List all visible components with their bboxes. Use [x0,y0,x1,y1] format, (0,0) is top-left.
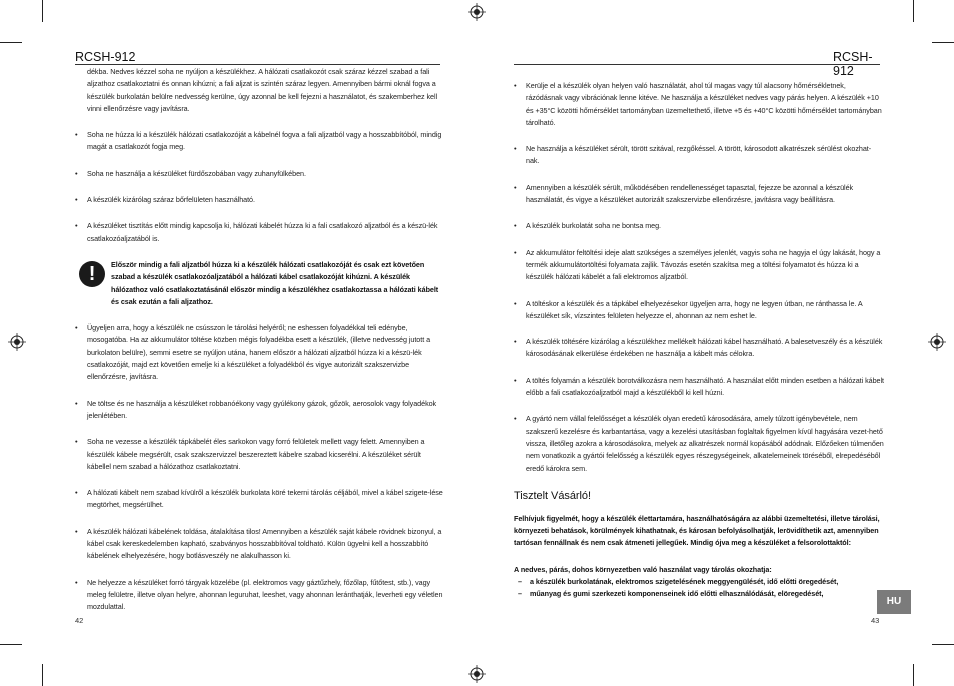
model-title: RCSH-912 [75,50,136,64]
list-item: • Ne helyezze a készüléket forró tárgyak közelébe (pl. elektromos vagy gáztűzhely, főzőlap, fűtőtest, stb.), vagy meleg felületre, illetve olyan helyre, ahonnan leguruhat, leeshet, vagy ahonnan leránthatják, leverheti egy véletlen mozdulattal. [75,577,443,614]
section-title: Tisztelt Vásárló! [514,489,591,502]
warning-text: Először mindig a fali aljzatból húzza ki a készülék hálózati csatlakozóját és csak ezt követően szabad a készülék csatlakozóaljzatából a hálózati kábel csatlakozóját kihúzni. A készülék hálózathoz való csatlakoztatásánál először mindig a készülékhez csatlakoztassa a hálózati kábelt és csak ezután a fali aljzathoz. [111,259,439,306]
exclamation-icon: ! [79,261,105,287]
list-item: • Soha ne vezesse a készülék tápkábelét éles sarkokon vagy forró felületek mellett vagy felett. Amennyiben a készülék kábele megsérült, csak szakszervizzel beszereztett kábelre szabad kicserélni. A készüléket sérült kábellel nem szabad a hálózathoz csatlakoztatni. [75,436,443,473]
list-item: • A készülék burkolatát soha ne bontsa meg. [514,220,884,232]
warning-block [75,259,443,308]
page-number: 43 [871,616,880,625]
dash-item: – a készülék burkolatának, elektromos szigetelésének meggyengülését, idő előtti öregedését, [514,576,884,588]
humid-heading: A nedves, párás, dohos környezetben való használat vagy tárolás okozhatja: [514,564,772,574]
page-number: 42 [75,616,84,625]
right-content [514,80,884,601]
list-item: • A töltés folyamán a készülék borotválkozásra nem használható. A használat előtt minden esetben a hálózati kábelt előbb a fali csatlakozóaljzatból majd a készülékből ki kell húzni. [514,375,884,400]
list-item: • Az akkumulátor feltöltési ideje alatt szükséges a személyes jelenlét, vagyis soha ne hagyja el úgy lakását, hogy a termék akkumulátortöltési folyamata zajlik. Távozás esetén szakítsa meg a töltési folyamatot és húzza ki a készülék hálózati kábelét a fali elektromos aljzatból. [514,247,884,284]
list-item: • Ne használja a készüléket sérült, törött szitával, rezgőkéssel. A törött, károsodott alkatrészek sérülést okozhat-nak. [514,143,884,168]
list-item: • Soha ne használja a készüléket fürdőszobában vagy zuhanyfülkében. [75,168,443,180]
model-title: RCSH-912 [833,50,873,78]
list-item: • Ne töltse és ne használja a készüléket robbanóékony vagy gyúlékony gázok, gőzök, aerosolok vagy folyadékok jelenlétében. [75,398,443,423]
list-item: • Soha ne húzza ki a készülék hálózati csatlakozóját a kábelnél fogva a fali aljzatból vagy a hosszabbítóból, mindig magát a csatlakozót fogja meg. [75,129,443,154]
dash-item: – műanyag és gumi szerkezeti komponenseinek idő előtti elhasználódását, elöregedését, [514,588,884,600]
list-item: • A töltéskor a készülék és a tápkábel elhelyezésekor ügyeljen arra, hogy ne legyen útban, ne ránthassa le. A készüléket sík, vízszintes felületen helyezze el, ahonnan az nem eshet le. [514,298,884,323]
title-rule [514,64,880,65]
language-tab: HU [877,590,911,614]
left-content [75,66,443,628]
right-page [477,0,954,686]
title-rule [75,64,440,65]
list-item: • A hálózati kábelt nem szabad kívülről a készülék burkolata köré tekerni tárolás céljából, mivel a kábel szigete-lése megtörhet, megsérülhet. [75,487,443,512]
list-item: • A készülék hálózati kábelének toldása, átalakítása tilos! Amennyiben a készülék saját kábele rövidnek bizonyul, a kábel csak kereskedelemben kapható, szabványos hosszabbítóval toldható. Külön ügyelni kell a hosszabbító kábelének elhelyezésére, hogy botlásveszély ne alakulhasson ki. [75,526,443,563]
intro-paragraph: dékba. Nedves kézzel soha ne nyúljon a készülékhez. A hálózati csatlakozót csak száraz kézzel szabad a fali aljzathoz csatlakoztatni és onnan kihúzni; a fali aljzat is szintén száraz legyen. Amennyiben bármi oknál fogva a készülék burkolatán belülre nedvesség kerülne, úgy azonnal be kell fejezni a használatot, és szakemberhez kell vinni ellenőrzésre vagy javításra. [87,67,438,113]
list-item: • A készülék töltésére kizárólag a készülékhez mellékelt hálózati kábel használható. A balesetveszély és a készülék károsodásának elkerülése érdekében ne használja a kábelt más célokra. [514,336,884,361]
list-item: • A készülék kizárólag száraz bőrfelületen használható. [75,194,443,206]
notice-paragraph: Felhívjuk figyelmét, hogy a készülék élettartamára, használhatóságára az alábbi üzemeltetési, illetve tárolási, környezeti behatások, körülmények kihathatnak, és károsan befolyásolhatják, lerövidíthetik azt, amennyiben tartósan fennállnak és nem csak átmeneti jellegűek. Mindig ójva meg a készüléket a felsorolottaktól: [514,513,880,548]
list-item: • Kerülje el a készülék olyan helyen való használatát, ahol túl magas vagy túl alacsony hőmérsékletnek, rázódásnak vagy vibrációnak lenne kitéve. Ne használja a készüléket nedves vagy párás helyen. A készülék +10 és +35°C közötti hőmérséklet tartományban üzemeltethető, illetve +5 és +40°C közötti hőmérséklet tartományban tárolható. [514,80,884,129]
list-item: • A készüléket tisztítás előtt mindig kapcsolja ki, hálózati kábelét húzza ki a fali csatlakozó aljzatból és a készü-lék csatlakozóaljzatából is. [75,220,443,245]
list-item: • Ügyeljen arra, hogy a készülék ne csússzon le tárolási helyéről; ne eshessen folyadékkal teli edénybe, mosogatóba. Ha az akkumulátor töltése közben mégis folyadékba esett a készülék, (illetve nedvesség jutott a burkolaton belülre), semmi esetre se nyúljon utána, hanem először a hálózati aljzatból húzza ki a készü-lék csatlakozóját, majd ezt követően emelje ki a készüléket a folyadékból és vigye autorizált szakszervizbe ellenőrzésre, javításra. [75,322,443,383]
list-item: • A gyártó nem vállal felelősséget a készülék olyan eredetű károsodására, amely túlzott igénybevétele, nem szakszerű kezelésre és karbantartása, vagy a kezelési utasításban foglaltak figyelmen kívül hagyására vezet-hető vissza, illetőleg azokra a károsodásokra, melyek az alkatrészek normál kopásából adódnak. Előzőeken túlmenően nem vonatkozik a gyártói felelősség a készülék egyes részegységeinek, alkatelemeinek töréséből, elrepedéséből eredő károkra sem. [514,413,884,474]
list-item: • Amennyiben a készülék sérült, működésében rendellenességet tapasztal, fejezze be azonnal a készülék használatát, és vigye a készüléket autorizált szakszervizbe ellenőrzésre, javításra vagy beállításra. [514,182,884,207]
